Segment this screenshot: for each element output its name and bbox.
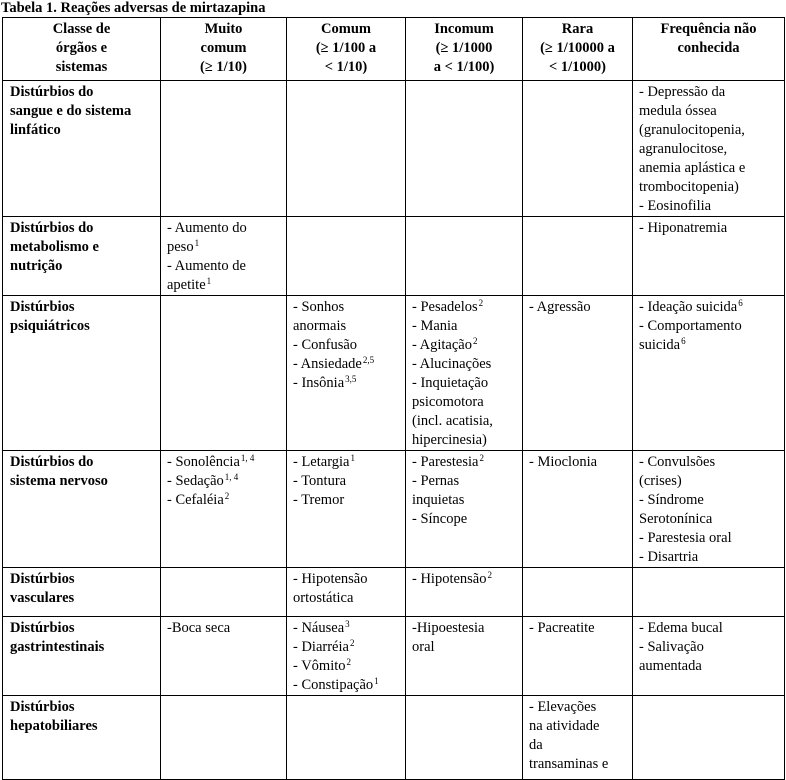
- footnote-reference: 1: [194, 238, 200, 248]
- footnote-reference: 2: [478, 298, 484, 308]
- reaction-text: na atividade: [529, 718, 600, 734]
- footnote-reference: 6: [681, 336, 686, 346]
- reaction-text: trombocitopenia): [639, 179, 739, 195]
- reaction-item: [167, 219, 282, 257]
- reaction-item: [639, 197, 780, 216]
- reaction-text: - Convulsões: [639, 454, 716, 470]
- reaction-text: - Confusão: [293, 337, 358, 353]
- table-row: [3, 617, 785, 696]
- reaction-item: [293, 336, 401, 355]
- reaction-text: -Hipoestesia: [412, 620, 485, 636]
- reaction-text: oral: [412, 639, 435, 655]
- reaction-text: - Vômito$^2$: [293, 657, 351, 674]
- footnote-reference: 2: [224, 491, 230, 501]
- organ-class-line: Distúrbios: [10, 571, 75, 587]
- reaction-text: aumentada: [639, 658, 702, 674]
- reaction-item: [639, 298, 780, 317]
- cell-very-common: [161, 296, 287, 451]
- reaction-text: - Síndrome: [639, 492, 704, 508]
- reaction-text: - Sonhos: [293, 299, 345, 315]
- reaction-text: - Sedação$^{1, 4}$: [167, 472, 239, 489]
- reaction-text: - Pernas: [412, 473, 460, 489]
- reaction-text: peso$^1$: [167, 238, 200, 255]
- reaction-item: [293, 657, 401, 676]
- header-rare: [523, 18, 633, 81]
- header-text-line: Incomum: [434, 21, 494, 37]
- organ-class-line: sistema nervoso: [10, 473, 108, 489]
- reaction-item: [412, 453, 518, 472]
- reaction-item: [167, 453, 282, 472]
- reaction-text: - Cefaléia$^2$: [167, 491, 230, 508]
- table-row: [3, 696, 785, 780]
- organ-class-cell: [3, 217, 161, 296]
- cell-very-common: [161, 696, 287, 780]
- reaction-text: - Diarréia$^2$: [293, 638, 355, 655]
- table-row: [3, 451, 785, 568]
- reaction-text: Serotonínica: [639, 511, 713, 527]
- cell-very-common: [161, 451, 287, 568]
- reaction-text: inquietas: [412, 492, 465, 508]
- cell-very-common: [161, 81, 287, 217]
- organ-class-cell: [3, 617, 161, 696]
- reaction-item: [293, 453, 401, 472]
- reaction-item: [412, 472, 518, 510]
- reaction-item: [529, 298, 628, 317]
- cell-unknown: [633, 296, 785, 451]
- cell-common: [287, 617, 406, 696]
- header-text-line: Rara: [561, 21, 594, 37]
- cell-uncommon: [406, 568, 523, 617]
- reaction-item: [293, 491, 401, 510]
- organ-class-line: metabolismo e: [10, 239, 99, 255]
- reaction-text: - Constipação$^1$: [293, 676, 379, 693]
- header-text-line: (≥ 1/1000: [435, 40, 493, 56]
- reaction-text: - Sonolência$^{1, 4}$: [167, 453, 255, 470]
- header-very-common: [161, 18, 287, 81]
- reaction-item: [639, 491, 780, 529]
- header-text-line: comum: [200, 40, 247, 56]
- reaction-text: - Edema bucal: [639, 620, 723, 636]
- cell-unknown: [633, 617, 785, 696]
- cell-uncommon: [406, 217, 523, 296]
- cell-common: [287, 81, 406, 217]
- cell-rare: [523, 81, 633, 217]
- reaction-item: [167, 619, 282, 638]
- reaction-item: [293, 676, 401, 695]
- cell-common: [287, 217, 406, 296]
- reaction-item: [293, 355, 401, 374]
- cell-common: [287, 568, 406, 617]
- reaction-item: [167, 472, 282, 491]
- reaction-item: [293, 638, 401, 657]
- organ-class-line: Distúrbios do: [10, 220, 94, 236]
- reaction-item: [639, 529, 780, 548]
- reaction-text: - Ideação suicida$^6$: [639, 298, 743, 315]
- organ-class-line: Distúrbios: [10, 620, 75, 636]
- organ-class-cell: [3, 81, 161, 217]
- reaction-text: - Síncope: [412, 511, 468, 527]
- header-text-line: < 1/1000): [549, 59, 606, 75]
- footnote-reference: 2: [349, 638, 355, 648]
- header-unknown: [633, 18, 785, 81]
- reaction-text: - Agressão: [529, 299, 591, 315]
- organ-class-line: Distúrbios do: [10, 454, 94, 470]
- cell-very-common: [161, 617, 287, 696]
- organ-class-line: psiquiátricos: [10, 318, 90, 334]
- cell-rare: [523, 568, 633, 617]
- cell-rare: [523, 451, 633, 568]
- reaction-text: - Hipotensão$^2$: [412, 570, 492, 587]
- table-row: [3, 296, 785, 451]
- reaction-item: [293, 619, 401, 638]
- reaction-text: anormais: [293, 318, 347, 334]
- reaction-item: [412, 355, 518, 374]
- reaction-item: [412, 570, 518, 589]
- reaction-text: - Comportamento: [639, 318, 742, 334]
- table-row: [3, 568, 785, 617]
- cell-very-common: [161, 568, 287, 617]
- reaction-item: [529, 453, 628, 472]
- reaction-text: da: [529, 737, 543, 753]
- reaction-item: [412, 374, 518, 450]
- reaction-text: (granulocitopenia,: [639, 122, 745, 138]
- reaction-item: [639, 317, 780, 355]
- header-class: [3, 18, 161, 81]
- reaction-text: - Depressão da: [639, 84, 726, 100]
- cell-unknown: [633, 451, 785, 568]
- organ-class-line: hepatobiliares: [10, 718, 98, 734]
- table-row: [3, 81, 785, 217]
- reaction-text: - Letargia$^1$: [293, 453, 355, 470]
- reaction-item: [639, 219, 780, 238]
- reaction-text: - Aumento do: [167, 220, 247, 236]
- adverse-reactions-table: [2, 17, 785, 780]
- reaction-text: - Disartria: [639, 549, 699, 565]
- cell-common: [287, 296, 406, 451]
- footnote-reference: 3: [345, 619, 350, 629]
- cell-rare: [523, 696, 633, 780]
- cell-very-common: [161, 217, 287, 296]
- header-text-line: (≥ 1/10): [199, 59, 248, 75]
- header-text-line: órgãos e: [55, 40, 108, 56]
- header-text-line: (≥ 1/10000 a: [540, 40, 615, 56]
- reaction-text: - Elevações: [529, 699, 597, 715]
- reaction-item: [639, 638, 780, 676]
- footnote-reference: 3,5: [345, 374, 357, 384]
- cell-rare: [523, 617, 633, 696]
- reaction-text: - Náusea$^3$: [293, 619, 350, 636]
- reaction-text: - Eosinofilia: [639, 198, 712, 214]
- cell-uncommon: [406, 696, 523, 780]
- table-row: [3, 217, 785, 296]
- table-body: [3, 81, 785, 780]
- reaction-text: apetite$^1$: [167, 276, 212, 293]
- footnote-reference: 1: [350, 453, 355, 463]
- cell-common: [287, 696, 406, 780]
- reaction-item: [529, 619, 628, 638]
- reaction-text: - Agitação$^2$: [412, 336, 478, 353]
- organ-class-cell: [3, 696, 161, 780]
- header-text-line: (≥ 1/100 a: [315, 40, 377, 56]
- cell-uncommon: [406, 451, 523, 568]
- header-text-line: Frequência não: [660, 21, 757, 37]
- header-text-line: sistemas: [55, 59, 108, 75]
- cell-uncommon: [406, 81, 523, 217]
- reaction-text: medula óssea: [639, 103, 717, 119]
- reaction-item: [293, 472, 401, 491]
- reaction-text: transaminas e: [529, 756, 609, 772]
- reaction-text: - Mioclonia: [529, 454, 598, 470]
- reaction-text: psicomotora: [412, 394, 484, 410]
- organ-class-line: Distúrbios: [10, 699, 75, 715]
- reaction-text: - Hiponatremia: [639, 220, 728, 236]
- header-text-line: Muito: [204, 21, 243, 37]
- footnote-reference: 2: [479, 453, 484, 463]
- reaction-text: - Salivação: [639, 639, 704, 655]
- header-uncommon: [406, 18, 523, 81]
- footnote-reference: 2: [473, 336, 478, 346]
- footnote-reference: 2: [487, 570, 492, 580]
- table-caption: Tabela 1. Reações adversas de mirtazapina: [1, 0, 266, 16]
- organ-class-line: Distúrbios do: [10, 84, 94, 100]
- reaction-text: anemia aplástica e: [639, 160, 746, 176]
- organ-class-line: Distúrbios: [10, 299, 75, 315]
- reaction-item: [639, 619, 780, 638]
- reaction-text: (incl. acatisia,: [412, 413, 493, 429]
- footnote-reference: 2: [346, 657, 351, 667]
- reaction-item: [293, 298, 401, 336]
- organ-class-line: nutrição: [10, 258, 63, 274]
- reaction-text: - Tremor: [293, 492, 345, 508]
- cell-uncommon: [406, 617, 523, 696]
- reaction-text: - Mania: [412, 318, 458, 334]
- reaction-item: [639, 83, 780, 197]
- footnote-reference: 1: [206, 276, 212, 286]
- footnote-reference: 1, 4: [224, 472, 239, 482]
- footnote-reference: 1, 4: [240, 453, 255, 463]
- reaction-text: suicida$^6$: [639, 336, 686, 353]
- cell-unknown: [633, 696, 785, 780]
- header-text-line: Comum: [321, 21, 371, 37]
- cell-rare: [523, 217, 633, 296]
- cell-common: [287, 451, 406, 568]
- reaction-item: [412, 298, 518, 317]
- reaction-text: ortostática: [293, 590, 354, 606]
- reaction-text: agranulocitose,: [639, 141, 728, 157]
- reaction-item: [412, 317, 518, 336]
- reaction-text: - Inquietação: [412, 375, 489, 391]
- organ-class-line: gastrintestinais: [10, 639, 105, 655]
- reaction-text: - Alucinações: [412, 356, 492, 372]
- reaction-text: - Parestesia oral: [639, 530, 732, 546]
- header-text-line: conhecida: [677, 40, 740, 56]
- organ-class-cell: [3, 451, 161, 568]
- reaction-text: - Pesadelos$^2$: [412, 298, 484, 315]
- header-text-line: < 1/10): [324, 59, 368, 75]
- header-row: [3, 18, 785, 81]
- reaction-item: [293, 374, 401, 393]
- reaction-text: -Boca seca: [167, 620, 231, 636]
- reaction-item: [639, 453, 780, 491]
- reaction-item: [529, 698, 628, 774]
- footnote-reference: 6: [738, 298, 743, 308]
- header-common: [287, 18, 406, 81]
- reaction-item: [412, 619, 518, 657]
- organ-class-cell: [3, 296, 161, 451]
- header-text-line: Classe de: [52, 21, 111, 37]
- organ-class-cell: [3, 568, 161, 617]
- cell-unknown: [633, 81, 785, 217]
- reaction-item: [412, 336, 518, 355]
- reaction-text: - Hipotensão: [293, 571, 368, 587]
- reaction-item: [412, 510, 518, 529]
- reaction-item: [167, 491, 282, 510]
- reaction-text: - Ansiedade$^{2,5}$: [293, 355, 375, 372]
- reaction-text: (crises): [639, 473, 682, 489]
- cell-rare: [523, 296, 633, 451]
- cell-unknown: [633, 568, 785, 617]
- reaction-text: - Parestesia$^2$: [412, 453, 484, 470]
- reaction-text: - Insônia$^{3,5}$: [293, 374, 357, 391]
- footnote-reference: 2,5: [362, 355, 375, 365]
- reaction-text: - Tontura: [293, 473, 347, 489]
- reaction-item: [639, 548, 780, 567]
- cell-unknown: [633, 217, 785, 296]
- organ-class-line: vasculares: [10, 590, 75, 606]
- reaction-text: - Aumento de: [167, 258, 246, 274]
- footnote-reference: 1: [374, 676, 379, 686]
- organ-class-line: sangue e do sistema: [10, 103, 132, 119]
- reaction-item: [167, 257, 282, 295]
- reaction-item: [293, 570, 401, 608]
- cell-uncommon: [406, 296, 523, 451]
- reaction-text: - Pacreatite: [529, 620, 595, 636]
- organ-class-line: linfático: [10, 122, 61, 138]
- reaction-text: hipercinesia): [412, 432, 487, 448]
- header-text-line: a < 1/100): [433, 59, 495, 75]
